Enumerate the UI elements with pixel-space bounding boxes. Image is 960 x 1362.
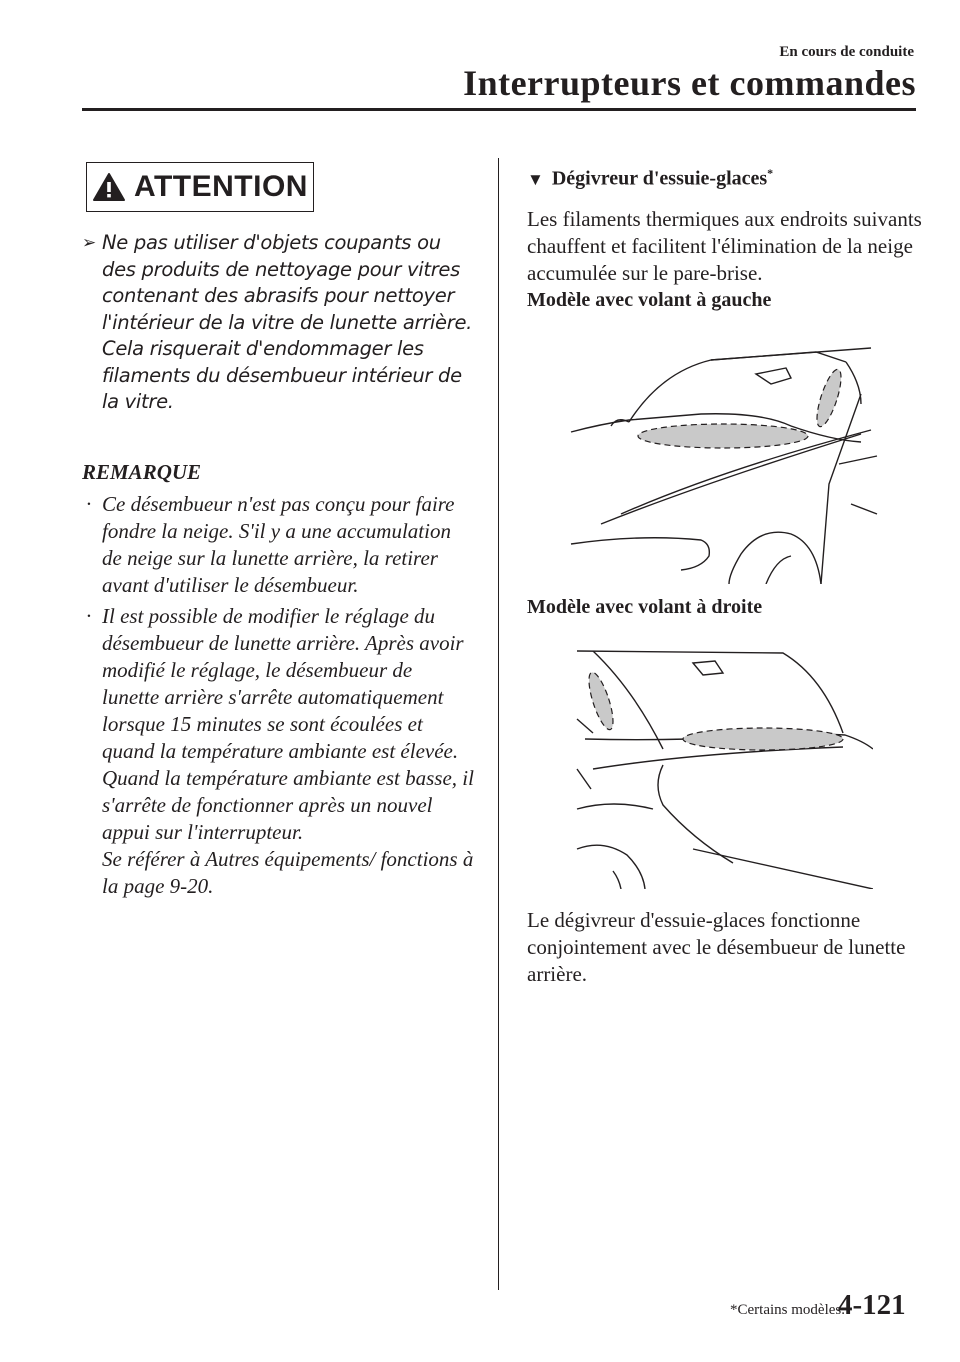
left-column [82, 160, 474, 900]
section-heading [527, 166, 922, 194]
figure-label-right-hand-drive: Modèle avec volant à droite [527, 596, 763, 618]
right-hand-drive-illustration [573, 649, 873, 889]
attention-box [86, 162, 314, 212]
header-rule [82, 108, 916, 111]
footer-note: *Certains modèles. [730, 1302, 845, 1318]
section-closing: Le dégivreur d'essuie-glaces fonctionne conjointement avec le désembueur de lunette arrière. [527, 908, 906, 986]
column-divider [498, 158, 499, 1290]
asterisk-mark: * [767, 166, 774, 180]
right-column [527, 160, 922, 988]
header-section-label: En cours de conduite [779, 44, 914, 60]
note-item-text: Il est possible de modifier le réglage du désembueur de lunette arrière. Après avoir modifié le réglage, le désembueur de lunette arrière s'arrête automatiquement lorsque 15 minutes se sont écoulées et quand la température ambiante est élevée. Quand la température ambiante est basse, il s'arrête de fonctionner après un nouvel appui sur l'interrupteur. Se référer à Autres équipements/ fonctions à la page 9-20. [102, 603, 474, 898]
warning-triangle-icon [92, 172, 126, 202]
figure-label-left-hand-drive: Modèle avec volant à gauche [527, 289, 772, 311]
note-item [82, 603, 474, 900]
section-intro: Les filaments thermiques aux endroits suivants chauffent et facilitent l'élimination de la neige accumulée sur le pare-brise. [527, 207, 922, 285]
triangle-down-icon: ▼ [527, 170, 544, 189]
bullet-icon: · [86, 603, 92, 628]
left-hand-drive-illustration [561, 344, 879, 584]
page-number: 4-121 [838, 1289, 906, 1321]
arrow-right-icon: ➢ [82, 233, 97, 253]
attention-item [82, 230, 474, 416]
note-item-text: Ce désembueur n'est pas conçu pour faire fondre la neige. S'il y a une accumulation de neige sur la lunette arrière, la retirer avant d'utiliser le désembueur. [102, 491, 455, 597]
header-title: Interrupteurs et commandes [463, 63, 916, 103]
note-item [82, 491, 474, 599]
note-heading: REMARQUE [82, 459, 202, 484]
section-heading-text: Dégivreur d'essuie-glaces [551, 167, 768, 190]
attention-label: ATTENTION [134, 170, 308, 203]
bullet-icon: · [86, 491, 92, 516]
attention-item-text: Ne pas utiliser d'objets coupants ou des produits de nettoyage pour vitres contenant des abrasifs pour nettoyer l'intérieur de la vitre de lunette arrière. Cela risquerait d'endommager les filaments du désembueur intérieur de la vitre. [102, 231, 473, 413]
